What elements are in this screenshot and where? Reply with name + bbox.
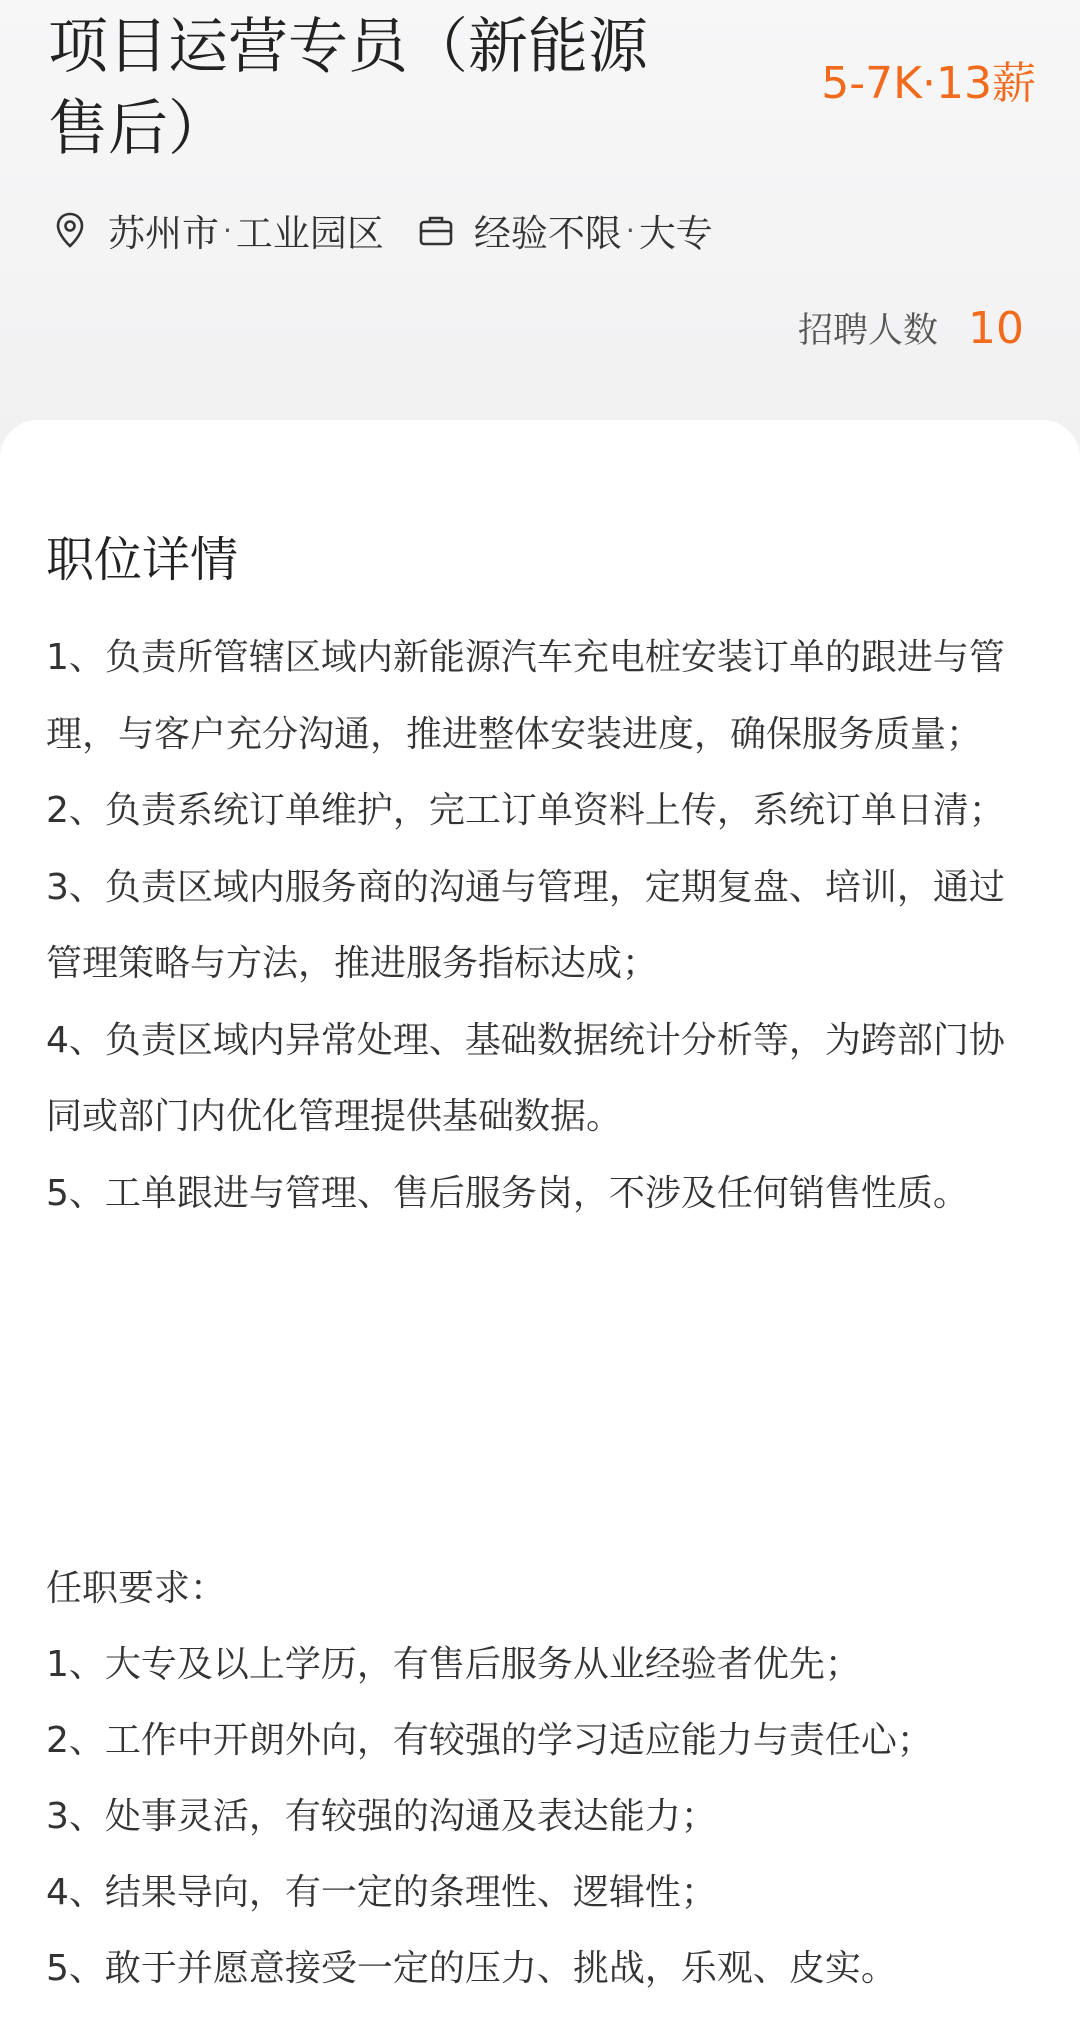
list-item: 1、大专及以上学历，有售后服务从业经验者优先； (46, 1644, 861, 1685)
education-requirement: 大专 (638, 212, 713, 255)
list-item: 3、负责区域内服务商的沟通与管理，定期复盘、培训，通过管理策略与方法，推进服务指标达成； (46, 866, 1005, 984)
list-item: 5、工单跟进与管理、售后服务岗，不涉及任何销售性质。 (46, 1172, 969, 1214)
headcount-label: 招聘人数 (797, 311, 938, 351)
location-pin-icon (50, 210, 90, 250)
briefcase-icon (416, 210, 456, 250)
job-header (0, 0, 1080, 440)
separator-dot: · (625, 213, 635, 247)
list-item: 2、工作中开朗外向，有较强的学习适应能力与责任心； (46, 1720, 933, 1761)
headcount (798, 298, 1024, 358)
list-item: 4、负责区域内异常处理、基础数据统计分析等，为跨部门协同或部门内优化管理提供基础数据。 (46, 1019, 1005, 1137)
separator-dot: · (223, 213, 232, 247)
job-title: 项目运营专员（新能源售后） (48, 12, 648, 164)
section-title-job-details: 职位详情 (46, 532, 239, 588)
location-district: 工业园区 (235, 212, 384, 255)
job-meta-row (50, 200, 713, 260)
requirements-title: 任职要求： (46, 1568, 227, 1609)
requirements-list (46, 1627, 1036, 2007)
list-item: 4、结果导向，有一定的条理性、逻辑性； (46, 1872, 717, 1913)
list-item: 2、负责系统订单维护，完工订单资料上传，系统订单日清； (46, 790, 1005, 831)
list-item: 5、敢于并愿意接受一定的压力、挑战，乐观、皮实。 (46, 1948, 897, 1989)
location-city: 苏州市 (108, 212, 219, 255)
experience-requirement: 经验不限 (473, 212, 622, 255)
list-item: 1、负责所管辖区域内新能源汽车充电桩安装订单的跟进与管理，与客户充分沟通，推进整体安装进度，确保服务质量； (46, 637, 1005, 755)
headcount-value: 10 (968, 302, 1024, 354)
duties-list (46, 620, 1036, 1232)
job-details-card[interactable] (0, 420, 1080, 2020)
salary-label: 5-7K·13薪 (821, 58, 1036, 109)
list-item: 3、处事灵活，有较强的沟通及表达能力； (46, 1796, 717, 1837)
